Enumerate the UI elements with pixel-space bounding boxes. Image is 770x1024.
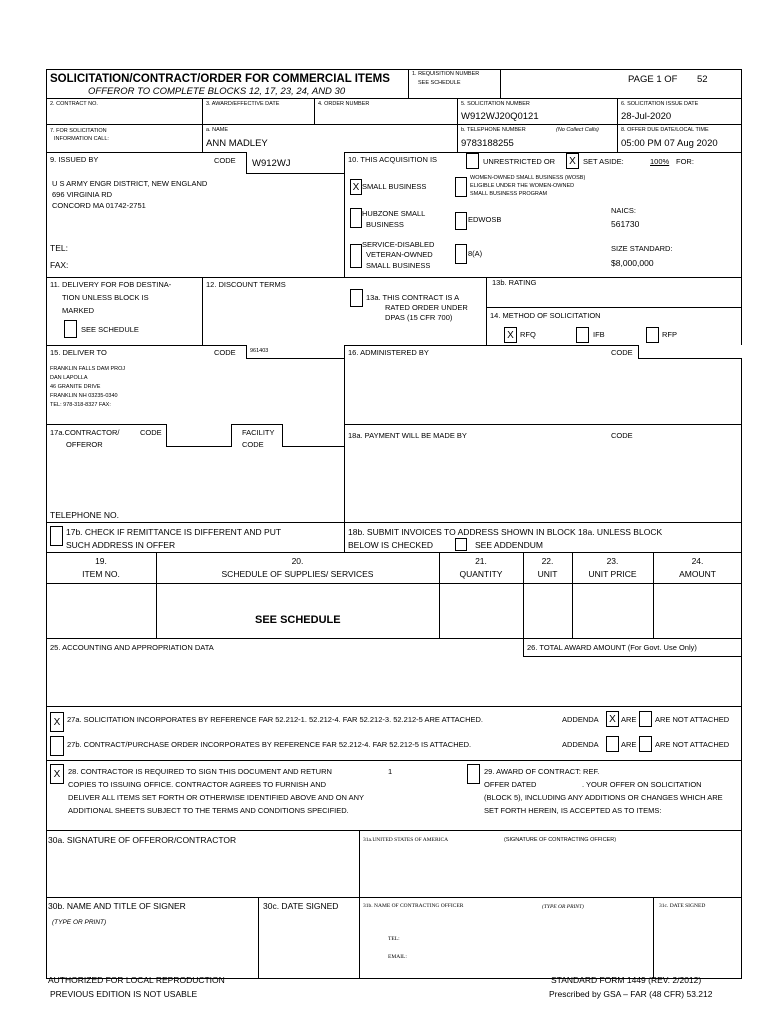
deliver-to-code: 961403 <box>250 348 269 354</box>
usa-signature-label: 31a.UNITED STATES OF AMERICA <box>363 837 449 843</box>
accounting-label: 25. ACCOUNTING AND APPROPRIATION DATA <box>50 643 214 652</box>
rated-order-label-2: RATED ORDER UNDER <box>385 303 468 312</box>
naics-label: NAICS: <box>611 206 637 215</box>
size-standard-value: $8,000,000 <box>611 258 654 268</box>
rating-label: 13b. RATING <box>492 278 537 287</box>
delivery-fob-label-2: TION UNLESS BLOCK IS <box>62 293 149 302</box>
issue-date: 28-Jul-2020 <box>621 111 672 122</box>
col-23-number: 23. <box>606 556 619 566</box>
deliver-to-label: 15. DELIVER TO <box>50 348 107 357</box>
facility-code-label-2: CODE <box>242 440 264 449</box>
col-24-number: 24. <box>691 556 704 566</box>
contractor-label-2: OFFEROR <box>66 440 103 449</box>
clause-27a-are-checkbox[interactable]: X <box>606 711 619 727</box>
clause-27b-are-not-checkbox[interactable] <box>639 736 652 752</box>
col-20-number: 20. <box>291 556 304 566</box>
telephone-number: 9783188255 <box>461 138 514 149</box>
col-23-label: UNIT PRICE <box>588 569 637 579</box>
payment-by-label: 18a. PAYMENT WILL BE MADE BY <box>348 431 467 440</box>
block-28-line-3: DELIVER ALL ITEMS SET FORTH OR OTHERWISE IDENTIFIED ABOVE AND ON ANY <box>68 793 365 802</box>
set-aside-checkbox[interactable]: X <box>566 153 579 169</box>
block-29-line-4: SET FORTH HEREIN, IS ACCEPTED AS TO ITEMS: <box>484 806 662 815</box>
signer-name-label: 30b. NAME AND TITLE OF SIGNER <box>48 901 186 911</box>
order-number-label: 4. ORDER NUMBER <box>318 101 370 107</box>
contractor-label-1: 17a.CONTRACTOR/ <box>50 428 120 437</box>
offeror-signature-label: 30a. SIGNATURE OF OFFEROR/CONTRACTOR <box>48 835 237 845</box>
contractor-telephone-label: TELEPHONE NO. <box>50 510 119 520</box>
clause-27a-are-not-checkbox[interactable] <box>639 711 652 727</box>
block-29-line-1: 29. AWARD OF CONTRACT: REF. <box>484 767 600 776</box>
payment-code-label: CODE <box>611 431 633 440</box>
discount-terms-label: 12. DISCOUNT TERMS <box>206 280 286 289</box>
col-19-label: ITEM NO. <box>82 569 120 579</box>
contract-no-label: 2. CONTRACT NO. <box>50 101 98 107</box>
sdvosb-checkbox[interactable] <box>350 244 362 268</box>
unrestricted-checkbox[interactable] <box>466 153 479 169</box>
submit-invoices-label-1: 18b. SUBMIT INVOICES TO ADDRESS SHOWN IN BLOCK 18a. UNLESS BLOCK <box>348 527 663 537</box>
col-22-number: 22. <box>541 556 554 566</box>
clause-27a-are-not: ARE NOT ATTACHED <box>655 715 730 724</box>
schedule-see-schedule: SEE SCHEDULE <box>255 614 341 626</box>
info-call-label-2: INFORMATION CALL: <box>54 136 109 142</box>
sdvosb-label-1: SERVICE-DISABLED <box>362 240 435 249</box>
form-subtitle: OFFEROR TO COMPLETE BLOCKS 12, 17, 23, 24, AND 30 <box>88 86 346 97</box>
officer-email-label: EMAIL: <box>388 954 407 960</box>
footer-standard-form: STANDARD FORM 1449 (REV. 2/2012) <box>551 975 702 985</box>
contractor-code-label: CODE <box>140 428 162 437</box>
solicitation-number: W912WJ20Q0121 <box>461 111 539 122</box>
officer-date-signed-label: 31c. DATE SIGNED <box>659 903 706 909</box>
deliver-to-line-5: TEL: 978-318-8327 FAX: <box>50 402 111 408</box>
issued-by-fax: FAX: <box>50 260 69 270</box>
issued-by-tel: TEL: <box>50 243 68 253</box>
clause-27b-checkbox[interactable] <box>50 736 64 756</box>
fob-see-schedule-checkbox[interactable] <box>64 320 77 338</box>
clause-27a-checkbox[interactable]: X <box>50 712 64 732</box>
rated-order-checkbox[interactable] <box>350 289 363 307</box>
size-standard-label: SIZE STANDARD: <box>611 244 673 253</box>
clause-27b-are-checkbox[interactable] <box>606 736 619 752</box>
unrestricted-label: UNRESTRICTED OR <box>483 157 556 166</box>
info-call-label-1: 7. FOR SOLICITATION <box>50 128 107 134</box>
delivery-fob-label-1: 11. DELIVERY FOR FOB DESTINA- <box>50 280 172 289</box>
small-business-checkbox[interactable]: X <box>350 179 362 195</box>
wosb-label-1: WOMEN-OWNED SMALL BUSINESS (WOSB) <box>470 175 586 181</box>
page-label: PAGE 1 OF <box>628 74 678 85</box>
deliver-to-line-2: DAN LAPOLLA <box>50 375 88 381</box>
contracting-officer-name-label: 31b. NAME OF CONTRACTING OFFICER <box>363 903 464 909</box>
deliver-to-line-3: 46 GRANITE DRIVE <box>50 384 101 390</box>
ifb-checkbox[interactable] <box>576 327 589 343</box>
naics-value: 561730 <box>611 219 640 229</box>
remittance-label-1: 17b. CHECK IF REMITTANCE IS DIFFERENT AND PUT <box>66 527 282 537</box>
acquisition-label: 10. THIS ACQUISITION IS <box>348 155 438 164</box>
submit-invoices-label-2: BELOW IS CHECKED <box>348 540 434 550</box>
clause-27b-are-not: ARE NOT ATTACHED <box>655 740 730 749</box>
clause-27b-addenda: ADDENDA <box>562 740 599 749</box>
clause-27a-label: 27a. SOLICITATION INCORPORATES BY REFERENCE FAR 52.212-1. 52.212-4. FAR 52.212-3. 52.212-5 ARE ATTACHED. <box>67 715 483 724</box>
administered-by-code-box <box>638 345 742 359</box>
set-aside-percent: 100% <box>650 157 670 166</box>
col-21-number: 21. <box>475 556 487 566</box>
issue-date-label: 6. SOLICITATION ISSUE DATE <box>621 101 699 107</box>
8a-checkbox[interactable] <box>455 244 467 264</box>
block-28-copies: 1 <box>388 767 393 776</box>
col-19-number: 19. <box>95 556 107 566</box>
block-28-line-4: ADDITIONAL SHEETS SUBJECT TO THE TERMS AND CONDITIONS SPECIFIED. <box>68 806 349 815</box>
solicitation-number-label: 5. SOLICITATION NUMBER <box>461 101 530 107</box>
block-29-checkbox[interactable] <box>467 764 480 784</box>
small-business-label: SMALL BUSINESS <box>362 182 427 191</box>
wosb-label-3: SMALL BUSINESS PROGRAM <box>470 191 548 197</box>
award-date-label: 3. AWARD/EFFECTIVE DATE <box>206 101 280 107</box>
deliver-to-line-4: FRANKLIN NH 03235-0340 <box>50 393 118 399</box>
delivery-fob-label-3: MARKED <box>62 306 95 315</box>
offer-due-label: 8. OFFER DUE DATE/LOCAL TIME <box>621 127 709 133</box>
deliver-to-code-label: CODE <box>214 348 236 357</box>
edwosb-checkbox[interactable] <box>455 212 467 230</box>
footer-previous-edition: PREVIOUS EDITION IS NOT USABLE <box>50 989 198 999</box>
issued-by-label: 9. ISSUED BY <box>50 155 99 164</box>
issued-by-line-2: 696 VIRGINIA RD <box>52 190 113 199</box>
set-aside-label: SET ASIDE: <box>583 157 624 166</box>
form-title: SOLICITATION/CONTRACT/ORDER FOR COMMERCIAL ITEMS <box>50 73 390 85</box>
col-22-label: UNIT <box>537 569 558 579</box>
facility-code-box <box>282 424 344 447</box>
page-total: 52 <box>697 74 708 85</box>
date-signed-label: 30c. DATE SIGNED <box>263 901 339 911</box>
hubzone-label-1: HUBZONE SMALL <box>362 209 426 218</box>
block-29-line-2a: OFFER DATED <box>484 780 537 789</box>
hubzone-label-2: BUSINESS <box>366 220 404 229</box>
method-label: 14. METHOD OF SOLICITATION <box>490 311 601 320</box>
rfq-checkbox[interactable]: X <box>504 327 517 343</box>
rated-order-label-3: DPAS (15 CFR 700) <box>385 313 453 322</box>
wosb-label-2: ELIGIBLE UNDER THE WOMEN-OWNED <box>470 183 575 189</box>
rfp-checkbox[interactable] <box>646 327 659 343</box>
requisition-value: SEE SCHEDULE <box>418 80 461 86</box>
requisition-label: 1. REQUISITION NUMBER <box>412 71 480 77</box>
see-addendum-label: SEE ADDENDUM <box>475 540 544 550</box>
total-award-label: 26. TOTAL AWARD AMOUNT (For Govt. Use Only) <box>527 643 697 652</box>
sdvosb-label-3: SMALL BUSINESS <box>366 261 431 270</box>
8a-label: 8(A) <box>468 249 483 258</box>
set-aside-for: FOR: <box>676 157 694 166</box>
block-29-line-3: (BLOCK 5), INCLUDING ANY ADDITIONS OR CHANGES WHICH ARE <box>484 793 723 802</box>
clause-27a-are: ARE <box>621 715 637 724</box>
footer-authorized: AUTHORIZED FOR LOCAL REPRODUCTION <box>48 975 225 985</box>
issued-by-code: W912WJ <box>252 158 291 169</box>
block-28-checkbox[interactable]: X <box>50 764 64 784</box>
administered-by-code-label: CODE <box>611 348 633 357</box>
deliver-to-line-1: FRANKLIN FALLS DAM PROJ <box>50 366 126 372</box>
signer-type-or-print: (TYPE OR PRINT) <box>52 919 107 926</box>
remittance-checkbox[interactable] <box>50 526 63 546</box>
clause-27b-label: 27b. CONTRACT/PURCHASE ORDER INCORPORATES BY REFERENCE FAR 52.212-4. FAR 52.212-5 IS ATTACHED. <box>67 740 472 749</box>
telephone-label: b. TELEPHONE NUMBER <box>461 127 526 133</box>
fob-see-schedule-label: SEE SCHEDULE <box>81 325 139 334</box>
see-addendum-checkbox[interactable] <box>455 538 467 551</box>
sdvosb-label-2: VETERAN-OWNED <box>366 250 433 259</box>
administered-by-label: 16. ADMINISTERED BY <box>348 348 429 357</box>
col-24-label: AMOUNT <box>679 569 716 579</box>
issued-by-line-1: U S ARMY ENGR DISTRICT, NEW ENGLAND <box>52 179 208 188</box>
block-28-line-2: COPIES TO ISSUING OFFICE. CONTRACTOR AGREES TO FURNISH AND <box>68 780 327 789</box>
rfp-label: RFP <box>662 330 677 339</box>
remittance-label-2: SUCH ADDRESS IN OFFER <box>66 540 176 550</box>
edwosb-label: EDWOSB <box>468 215 502 224</box>
issued-by-code-label: CODE <box>214 156 236 165</box>
hubzone-checkbox[interactable] <box>350 208 362 228</box>
clause-27a-addenda: ADDENDA <box>562 715 599 724</box>
contracting-officer-signature-label: (SIGNATURE OF CONTRACTING OFFICER) <box>504 837 617 843</box>
footer-prescribed-by: Prescribed by GSA – FAR (48 CFR) 53.212 <box>549 989 713 999</box>
officer-tel-label: TEL: <box>388 936 400 942</box>
col-20-label: SCHEDULE OF SUPPLIES/ SERVICES <box>221 569 374 579</box>
ifb-label: IFB <box>593 330 605 339</box>
block-28-line-1: 28. CONTRACTOR IS REQUIRED TO SIGN THIS DOCUMENT AND RETURN <box>68 767 332 776</box>
offer-due-date: 05:00 PM 07 Aug 2020 <box>621 138 718 149</box>
telephone-note: (No Collect Calls) <box>556 127 599 133</box>
block-29-line-2b: . YOUR OFFER ON SOLICITATION <box>582 780 702 789</box>
contractor-code-box <box>166 424 232 447</box>
officer-type-or-print: (TYPE OR PRINT) <box>542 904 584 910</box>
contact-name-label: a. NAME <box>206 127 229 133</box>
col-21-label: QUANTITY <box>459 569 503 579</box>
wosb-checkbox[interactable] <box>455 177 467 197</box>
clause-27b-are: ARE <box>621 740 637 749</box>
facility-code-label-1: FACILITY <box>242 428 275 437</box>
contact-name: ANN MADLEY <box>206 138 268 149</box>
rfq-label: RFQ <box>520 330 536 339</box>
rated-order-label-1: 13a. THIS CONTRACT IS A <box>366 293 460 302</box>
issued-by-line-3: CONCORD MA 01742-2751 <box>52 201 146 210</box>
